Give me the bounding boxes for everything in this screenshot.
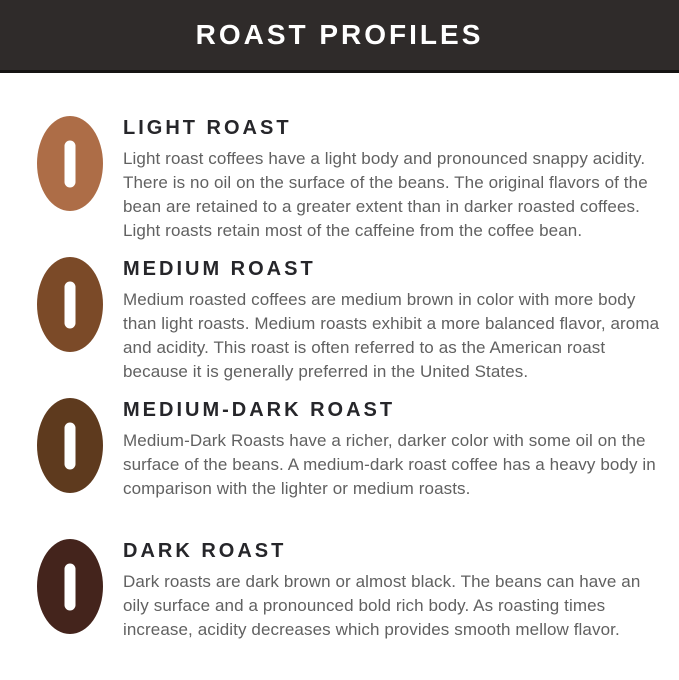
coffee-bean-icon bbox=[37, 116, 103, 211]
section-title: MEDIUM ROAST bbox=[123, 258, 316, 280]
section-description: Medium roasted coffees are medium brown in color with more body than light roasts. Medium roasts exhibit a more balanced flavor, aroma and acidity. This roast is often referred to as the American roast because it is generally preferred in the United States. bbox=[123, 290, 660, 381]
coffee-bean-icon bbox=[37, 398, 103, 493]
page-title: ROAST PROFILES bbox=[195, 19, 484, 50]
bean-column bbox=[37, 257, 103, 352]
bean-slit bbox=[65, 281, 76, 328]
section-title: MEDIUM-DARK ROAST bbox=[123, 399, 396, 421]
section-text bbox=[123, 398, 671, 501]
bean-column bbox=[37, 116, 103, 211]
section-text bbox=[123, 539, 671, 642]
section-text bbox=[123, 257, 671, 384]
section-title: LIGHT ROAST bbox=[123, 117, 292, 139]
coffee-bean-icon bbox=[37, 257, 103, 352]
content-area bbox=[0, 73, 679, 680]
section-description: Medium-Dark Roasts have a richer, darker color with some oil on the surface of the beans. A medium-dark roast coffee has a heavy body in comparison with the lighter or medium roasts. bbox=[123, 431, 656, 498]
section-text bbox=[123, 116, 671, 243]
bean-column bbox=[37, 539, 103, 634]
header-banner bbox=[0, 0, 679, 73]
section-medium-dark-roast bbox=[37, 398, 679, 539]
bean-column bbox=[37, 398, 103, 493]
bean-slit bbox=[65, 422, 76, 469]
section-dark-roast bbox=[37, 539, 679, 680]
section-medium-roast bbox=[37, 257, 679, 398]
section-title: DARK ROAST bbox=[123, 540, 287, 562]
section-light-roast bbox=[37, 116, 679, 257]
section-description: Dark roasts are dark brown or almost black. The beans can have an oily surface and a pronounced bold rich body. As roasting times increase, acidity decreases which provides smooth mellow flavor. bbox=[123, 572, 641, 639]
section-description: Light roast coffees have a light body and pronounced snappy acidity. There is no oil on the surface of the beans. The original flavors of the bean are retained to a greater extent than in darker roasted coffees. Light roasts retain most of the caffeine from the coffee bean. bbox=[123, 149, 648, 240]
bean-slit bbox=[65, 140, 76, 187]
bean-slit bbox=[65, 563, 76, 610]
coffee-bean-icon bbox=[37, 539, 103, 634]
